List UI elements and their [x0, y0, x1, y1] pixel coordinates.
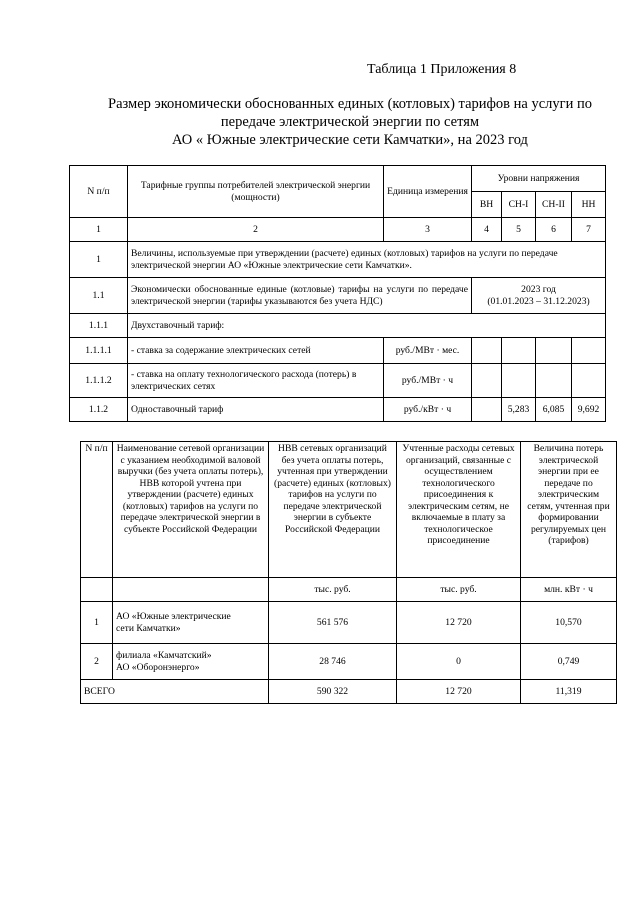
- t2-row-2-losses: 0,749: [521, 644, 617, 680]
- row-1-1-1-1-nn: [572, 338, 606, 364]
- header-nn: НН: [572, 192, 606, 218]
- t2-row-2-name-line1: филиала «Камчатский»: [116, 650, 212, 661]
- row-1-1-2-sn1: 5,283: [502, 398, 536, 422]
- network-org-table: [80, 441, 617, 704]
- period-range: (01.01.2023 – 31.12.2023): [487, 295, 590, 307]
- row-1-1-1-2-num: 1.1.1.2: [70, 364, 128, 398]
- t2-total-costs: 12 720: [397, 680, 521, 704]
- row-1-1-1-1-unit: руб./МВт · мес.: [384, 338, 472, 364]
- t2-row-2-name: [113, 644, 269, 680]
- t2-row-2-costs: 0: [397, 644, 521, 680]
- t2-row-1-name-line2: сети Камчатки»: [116, 622, 181, 634]
- header-levels: Уровни напряжения: [472, 166, 606, 192]
- annex-label: Таблица 1 Приложения 8: [367, 62, 517, 77]
- row-1-1-num: 1.1: [70, 278, 128, 314]
- t2-header-nvv: НВВ сетевых организаций без учета оплаты потерь, учтенная при утверждении (расчете) единых (котловых) тарифов на услуги по передаче электрической энергии в субъекте Российской Федерации: [269, 442, 397, 578]
- row-1-1-1-2-vn: [472, 364, 502, 398]
- t2-row-1-name: [113, 602, 269, 644]
- row-1-1-1-1-sn1: [502, 338, 536, 364]
- row-1-1-2-unit: руб./кВт · ч: [384, 398, 472, 422]
- row-1-1-1-1-vn: [472, 338, 502, 364]
- t2-unit-empty-1: [81, 578, 113, 602]
- row-1-text: Величины, используемые при утверждении (расчете) единых (котловых) тарифов на услуги по передаче электрической энергии АО «Южные электрические сети Камчатки».: [128, 242, 606, 278]
- row-1-1-1-text: Двухставочный тариф:: [128, 314, 606, 338]
- t2-header-num: N п/п: [81, 442, 113, 578]
- colnum-4: 4: [472, 218, 502, 242]
- row-1-1-1-2-sn1: [502, 364, 536, 398]
- t2-row-1-costs: 12 720: [397, 602, 521, 644]
- row-1-1-2-num: 1.1.2: [70, 398, 128, 422]
- header-unit: Единица измерения: [384, 166, 472, 218]
- page-title: [60, 95, 640, 149]
- t2-total-label: ВСЕГО: [81, 680, 269, 704]
- t2-unit-nvv: тыс. руб.: [269, 578, 397, 602]
- t2-row-1-name-line1: АО «Южные электрические: [116, 611, 231, 622]
- row-1-1-1-num: 1.1.1: [70, 314, 128, 338]
- row-1-1-1-1-text: - ставка за содержание электрических сетей: [128, 338, 384, 364]
- row-1-1-2-nn: 9,692: [572, 398, 606, 422]
- header-sn2: СН-II: [536, 192, 572, 218]
- t2-row-2-num: 2: [81, 644, 113, 680]
- colnum-5: 5: [502, 218, 536, 242]
- t2-unit-empty-2: [113, 578, 269, 602]
- header-num: N п/п: [70, 166, 128, 218]
- colnum-6: 6: [536, 218, 572, 242]
- t2-header-losses: Величина потерь электрической энергии при ее передаче по электрическим сетям, учтенная при формировании регулируемых цен (тарифов): [521, 442, 617, 578]
- row-1-1-1-2-unit: руб./МВт · ч: [384, 364, 472, 398]
- row-1-1-2-vn: [472, 398, 502, 422]
- t2-header-name: Наименование сетевой организации с указанием необходимой валовой выручки (без учета оплаты потерь), НВВ которой учтена при утверждении (расчете) единых (котловых) тарифов на услуги по передаче электрической энергии в субъекте Российской Федерации: [113, 442, 269, 578]
- t2-unit-costs: тыс. руб.: [397, 578, 521, 602]
- title-line-2: передаче электрической энергии по сетям: [220, 114, 480, 130]
- title-line-3: АО « Южные электрические сети Камчатки», на 2023 год: [172, 132, 528, 148]
- t2-row-1-nvv: 561 576: [269, 602, 397, 644]
- t2-unit-losses: млн. кВт · ч: [521, 578, 617, 602]
- tariff-table: [69, 165, 606, 422]
- row-1-num: 1: [70, 242, 128, 278]
- t2-total-losses: 11,319: [521, 680, 617, 704]
- t2-row-2-nvv: 28 746: [269, 644, 397, 680]
- colnum-3: 3: [384, 218, 472, 242]
- t2-total-nvv: 590 322: [269, 680, 397, 704]
- t2-row-1-losses: 10,570: [521, 602, 617, 644]
- row-1-1-1-2-nn: [572, 364, 606, 398]
- period-year: 2023 год: [521, 284, 556, 295]
- header-vn: ВН: [472, 192, 502, 218]
- colnum-7: 7: [572, 218, 606, 242]
- header-sn1: СН-I: [502, 192, 536, 218]
- header-groups: Тарифные группы потребителей электрической энергии (мощности): [128, 166, 384, 218]
- row-1-1-2-sn2: 6,085: [536, 398, 572, 422]
- row-1-1-text: Экономически обоснованные единые (котловые) тарифы на услуги по передаче электрической энергии (тарифы указываются без учета НДС): [128, 278, 472, 314]
- row-1-1-1-2-text: - ставка на оплату технологического расхода (потерь) в электрических сетях: [128, 364, 384, 398]
- row-1-1-1-1-num: 1.1.1.1: [70, 338, 128, 364]
- t2-header-costs: Учтенные расходы сетевых организаций, связанные с осуществлением технологического присоединения к электрическим сетям, не включаемые в плату за технологическое присоединение: [397, 442, 521, 578]
- colnum-1: 1: [70, 218, 128, 242]
- colnum-2: 2: [128, 218, 384, 242]
- t2-row-1-num: 1: [81, 602, 113, 644]
- row-1-1-period: [472, 278, 606, 314]
- row-1-1-2-text: Одноставочный тариф: [128, 398, 384, 422]
- row-1-1-1-2-sn2: [536, 364, 572, 398]
- t2-row-2-name-line2: АО «Оборонэнерго»: [116, 661, 200, 673]
- title-line-1: Размер экономически обоснованных единых (котловых) тарифов на услуги по: [108, 96, 592, 112]
- row-1-1-1-1-sn2: [536, 338, 572, 364]
